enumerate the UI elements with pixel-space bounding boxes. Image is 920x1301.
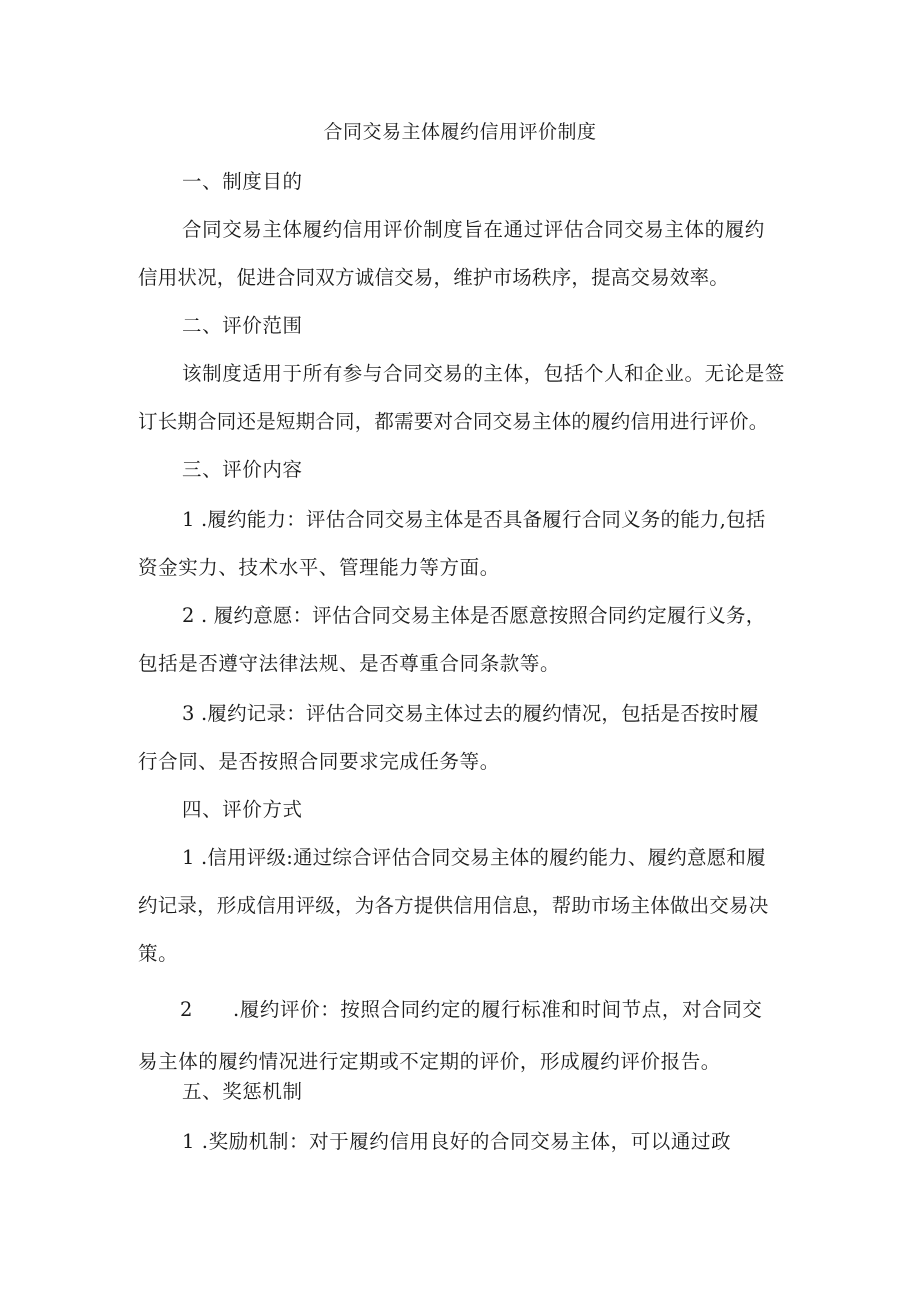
list-item-line: 约记录，形成信用评级，为各方提供信用信息，帮助市场主体做出交易决 (138, 894, 769, 917)
section-heading-method: 四、评价方式 (182, 798, 303, 821)
section-heading-purpose: 一、制度目的 (182, 170, 303, 193)
list-item-line: 1 .履约能力：评估合同交易主体是否具备履行合同义务的能力,包括 (182, 508, 766, 531)
list-item-line: 策。 (138, 942, 179, 965)
list-item-line: 1 .信用评级:通过综合评估合同交易主体的履约能力、履约意愿和履 (182, 846, 766, 869)
list-item-number: 2 (180, 998, 194, 1021)
section-heading-content: 三、评价内容 (182, 458, 303, 481)
paragraph-line: 合同交易主体履约信用评价制度旨在通过评估合同交易主体的履约 (182, 218, 765, 241)
section-heading-rewards: 五、奖惩机制 (182, 1080, 303, 1103)
paragraph-line: 该制度适用于所有参与合同交易的主体，包括个人和企业。无论是签 (182, 362, 786, 385)
list-item-line: .履约评价：按照合同约定的履行标准和时间节点，对合同交 (233, 998, 763, 1021)
list-item-line: 2 . 履约意愿：评估合同交易主体是否愿意按照合同约定履行义务， (182, 604, 766, 627)
document-title: 合同交易主体履约信用评价制度 (323, 121, 597, 143)
list-item-line: 3 .履约记录：评估合同交易主体过去的履约情况，包括是否按时履 (182, 702, 760, 725)
section-heading-scope: 二、评价范围 (182, 314, 303, 337)
list-item-line: 易主体的履约情况进行定期或不定期的评价，形成履约评价报告。 (138, 1050, 721, 1073)
list-item-line: 包括是否遵守法律法规、是否尊重合同条款等。 (138, 652, 561, 675)
paragraph-line: 订长期合同还是短期合同，都需要对合同交易主体的履约信用进行评价。 (138, 410, 769, 433)
list-item-line: 1 .奖励机制：对于履约信用良好的合同交易主体，可以通过政 (182, 1130, 732, 1153)
list-item-line: 行合同、是否按照合同要求完成任务等。 (138, 750, 500, 773)
list-item-line: 资金实力、技术水平、管理能力等方面。 (138, 556, 500, 579)
paragraph-line: 信用状况，促进合同双方诚信交易，维护市场秩序，提高交易效率。 (138, 266, 730, 289)
